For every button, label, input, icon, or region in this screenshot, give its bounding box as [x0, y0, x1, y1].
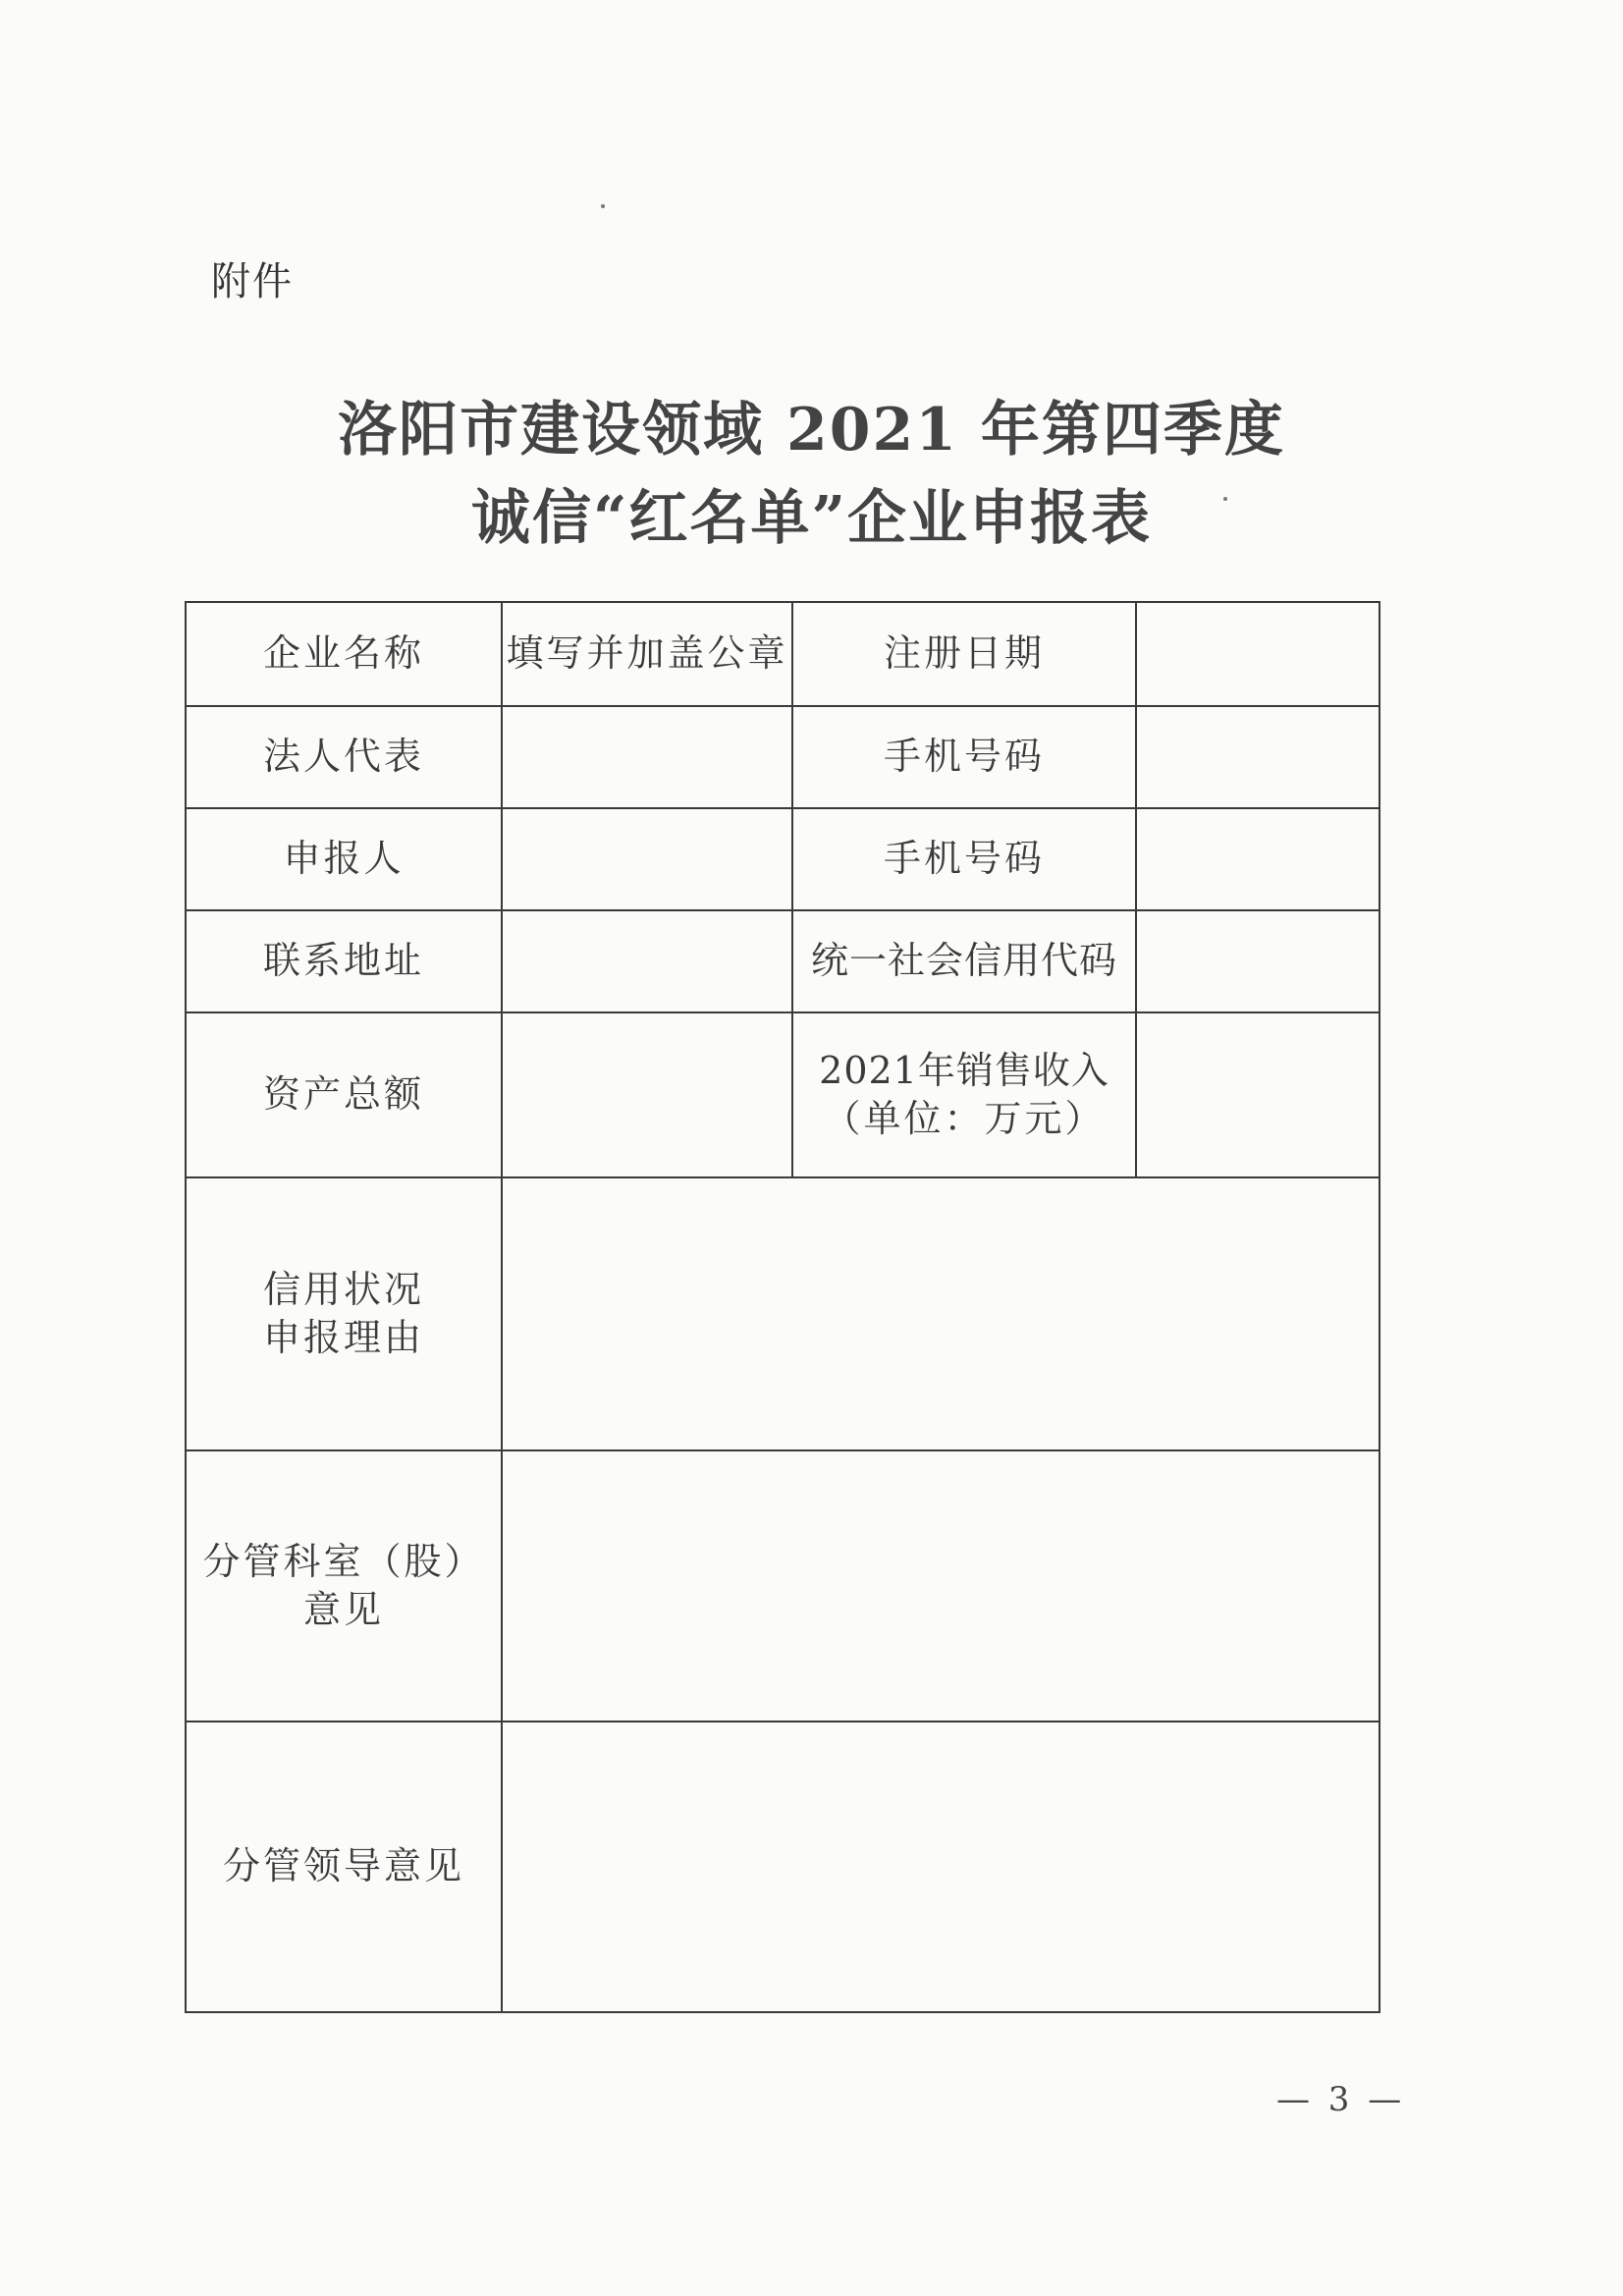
form-title-line-2: 诚信“红名单”企业申报表: [470, 484, 1153, 553]
applicant-field[interactable]: [502, 808, 792, 910]
company-name-label: 企业名称: [186, 602, 502, 706]
applicant-phone-label: 手机号码: [792, 808, 1136, 910]
dept-opinion-label-line-2: 意见: [302, 1588, 384, 1631]
dept-opinion-label-line-1: 分管科室（股）: [202, 1539, 485, 1583]
credit-reason-field[interactable]: [502, 1177, 1380, 1450]
sales-revenue-label-line-1: 2021年销售收入: [819, 1048, 1109, 1092]
form-row-applicant: [186, 808, 1380, 910]
legal-rep-field[interactable]: [502, 706, 792, 808]
application-form-table: [185, 601, 1380, 2013]
legal-rep-phone-field[interactable]: [1136, 706, 1380, 808]
address-label: 联系地址: [186, 910, 502, 1012]
registration-date-label: 注册日期: [792, 602, 1136, 706]
page-number: — 3 —: [1276, 2080, 1406, 2119]
form-title-line-1: 洛阳市建设领域 2021 年第四季度: [338, 396, 1285, 465]
leader-opinion-label: 分管领导意见: [186, 1722, 502, 2012]
form-row-assets: [186, 1012, 1380, 1177]
sales-revenue-field[interactable]: [1136, 1012, 1380, 1177]
registration-date-field[interactable]: [1136, 602, 1380, 706]
sales-revenue-label: [792, 1012, 1136, 1177]
company-name-field[interactable]: 填写并加盖公章: [502, 602, 792, 706]
credit-reason-label: [186, 1177, 502, 1450]
legal-rep-phone-label: 手机号码: [792, 706, 1136, 808]
form-row-dept-opinion: [186, 1450, 1380, 1722]
form-row-legal-rep: [186, 706, 1380, 808]
form-row-leader-opinion: [186, 1722, 1380, 2012]
credit-code-label: 统一社会信用代码: [792, 910, 1136, 1012]
total-assets-label: 资产总额: [186, 1012, 502, 1177]
dept-opinion-label: [186, 1450, 502, 1722]
form-row-address: [186, 910, 1380, 1012]
total-assets-field[interactable]: [502, 1012, 792, 1177]
applicant-label: 申报人: [186, 808, 502, 910]
legal-rep-label: 法人代表: [186, 706, 502, 808]
form-row-credit-reason: [186, 1177, 1380, 1450]
form-row-company: [186, 602, 1380, 706]
credit-reason-label-line-2: 申报理由: [262, 1316, 424, 1359]
address-field[interactable]: [502, 910, 792, 1012]
leader-opinion-field[interactable]: [502, 1722, 1380, 2012]
attachment-label: 附件: [211, 259, 294, 304]
credit-code-field[interactable]: [1136, 910, 1380, 1012]
scan-speck: [601, 204, 605, 208]
credit-reason-label-line-1: 信用状况: [262, 1267, 424, 1311]
applicant-phone-field[interactable]: [1136, 808, 1380, 910]
dept-opinion-field[interactable]: [502, 1450, 1380, 1722]
sales-revenue-unit: （单位：万元）: [823, 1097, 1106, 1140]
